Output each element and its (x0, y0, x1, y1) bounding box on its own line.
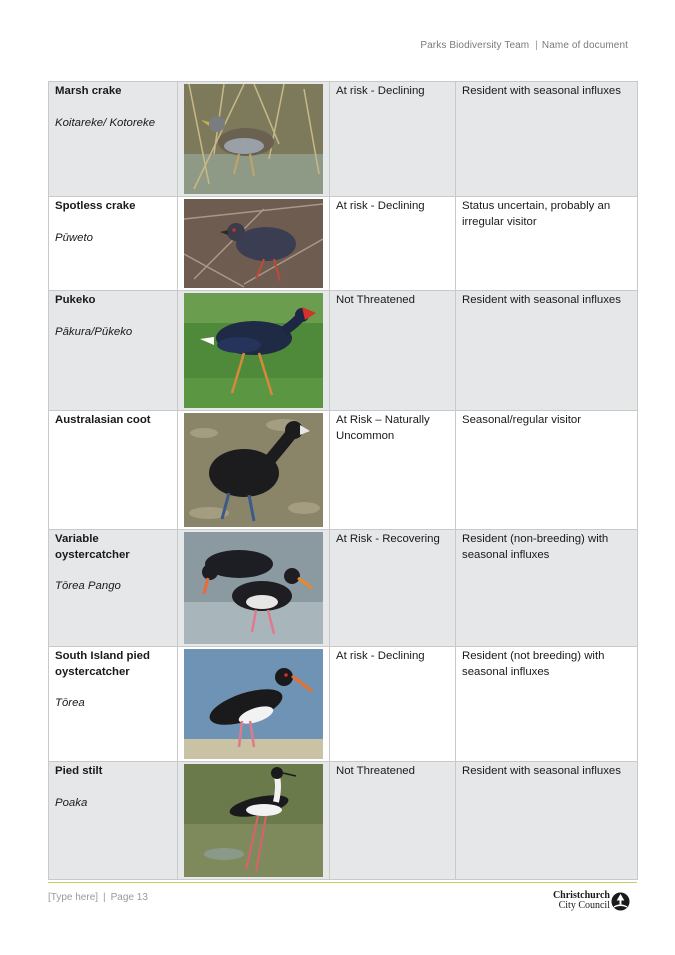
status-cell: At risk - Declining (330, 197, 456, 291)
name-cell (49, 291, 178, 411)
common-name: South Island pied oystercatcher (55, 650, 150, 678)
page-header (420, 40, 628, 51)
status-cell: At risk - Declining (330, 82, 456, 197)
common-name: Spotless crake (55, 200, 136, 212)
marsh-crake-photo (184, 84, 323, 194)
residency-cell: Seasonal/regular visitor (456, 411, 638, 530)
page-footer (48, 892, 148, 903)
photo-cell (178, 291, 330, 411)
photo-cell (178, 411, 330, 530)
pied-stilt-photo (184, 764, 323, 877)
residency-cell: Resident (non-breeding) with seasonal influxes (456, 530, 638, 647)
page-number: Page 13 (110, 892, 148, 903)
logo-line-2: City Council (558, 900, 610, 911)
photo-cell (178, 197, 330, 291)
species-row-marsh-crake (49, 82, 638, 197)
header-separator: | (535, 40, 538, 51)
name-cell (49, 82, 178, 197)
footer-separator: | (103, 892, 106, 903)
common-name: Australasian coot (55, 414, 151, 426)
species-table (48, 81, 638, 880)
status-cell: Not Threatened (330, 291, 456, 411)
christchurch-city-council-logo (548, 891, 632, 915)
residency-cell: Status uncertain, probably an irregular visitor (456, 197, 638, 291)
common-name: Pied stilt (55, 765, 103, 777)
status-cell: At Risk - Recovering (330, 530, 456, 647)
name-cell (49, 411, 178, 530)
maori-name: Tōrea (55, 697, 85, 709)
footer-placeholder: [Type here] (48, 892, 99, 903)
maori-name: Pūweto (55, 231, 93, 244)
variable-oystercatcher-photo (184, 532, 323, 644)
south-island-pied-oystercatcher-photo (184, 649, 323, 759)
name-cell (49, 762, 178, 880)
status-cell: Not Threatened (330, 762, 456, 880)
logo-text (548, 891, 610, 911)
header-team: Parks Biodiversity Team (420, 40, 530, 51)
species-row-variable-oystercatcher (49, 530, 638, 647)
footer-rule (48, 882, 637, 883)
residency-cell: Resident (not breeding) with seasonal influxes (456, 647, 638, 762)
logo-line-1: Christchurch (552, 890, 610, 901)
australasian-coot-photo (184, 413, 323, 527)
species-row-south-island-pied-oystercatcher (49, 647, 638, 762)
name-cell (49, 530, 178, 647)
maori-name: Poaka (55, 796, 88, 809)
residency-cell: Resident with seasonal influxes (456, 291, 638, 411)
species-row-australasian-coot (49, 411, 638, 530)
name-cell (49, 647, 178, 762)
maori-name: Pākura/Pūkeko (55, 325, 133, 338)
photo-cell (178, 762, 330, 880)
spotless-crake-photo (184, 199, 323, 288)
maori-name: Tōrea Pango (55, 580, 121, 592)
common-name: Pukeko (55, 294, 96, 306)
species-row-spotless-crake (49, 197, 638, 291)
common-name: Marsh crake (55, 85, 122, 97)
christchurch-city-council-logo-icon (611, 892, 630, 911)
species-row-pied-stilt (49, 762, 638, 880)
residency-cell: Resident with seasonal influxes (456, 82, 638, 197)
maori-name: Koitareke/ Kotoreke (55, 116, 156, 129)
residency-cell: Resident with seasonal influxes (456, 762, 638, 880)
species-row-pukeko (49, 291, 638, 411)
header-document-name: Name of document (541, 40, 628, 51)
photo-cell (178, 530, 330, 647)
name-cell (49, 197, 178, 291)
photo-cell (178, 82, 330, 197)
status-cell: At Risk – Naturally Uncommon (330, 411, 456, 530)
pukeko-photo (184, 293, 323, 408)
common-name: Variable oystercatcher (55, 533, 130, 561)
status-cell: At risk - Declining (330, 647, 456, 762)
photo-cell (178, 647, 330, 762)
